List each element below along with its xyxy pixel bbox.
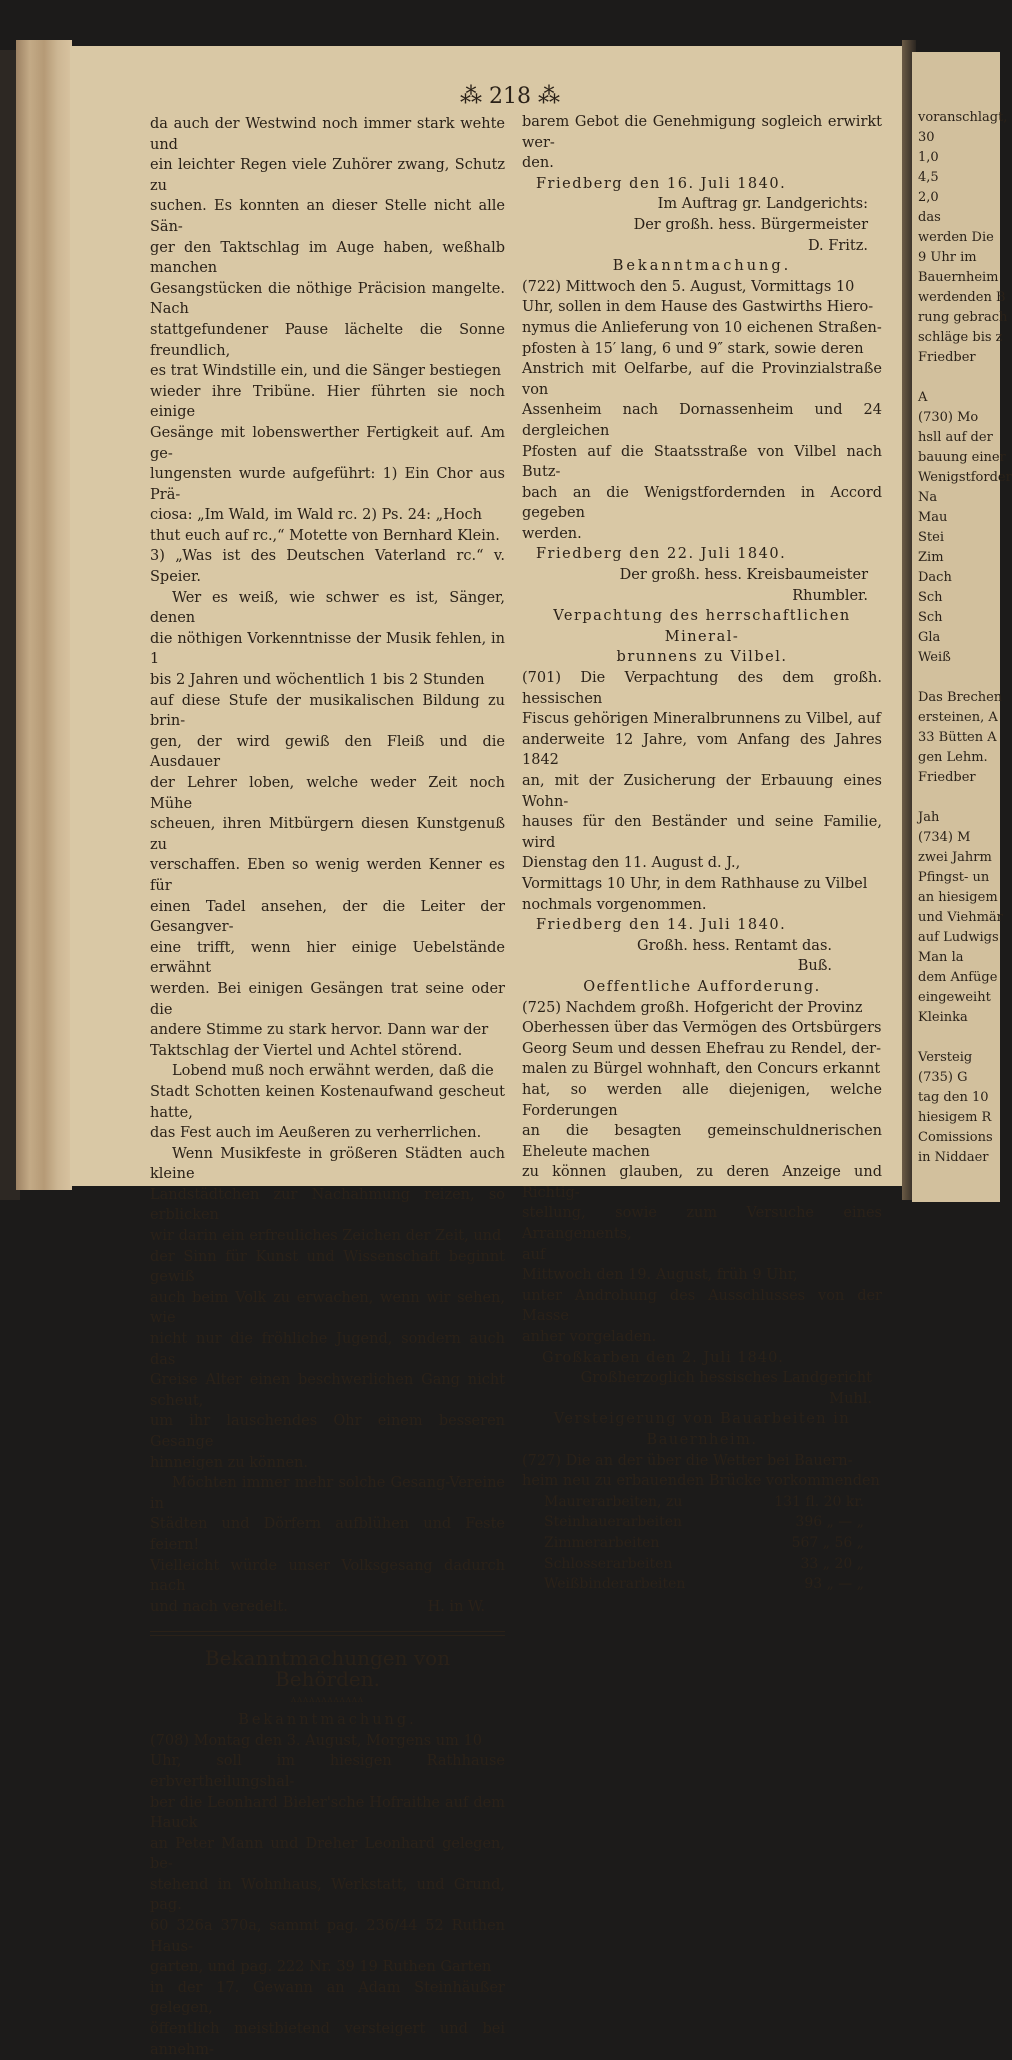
text-line: Stadt Schotten keinen Kostenaufwand gescheut hatte,	[150, 1083, 505, 1121]
fragment-line: Dach	[918, 570, 952, 585]
text-line: öffentlich meistbietend versteigert und bei annehm-	[150, 2021, 505, 2058]
fragment-line: und Viehmär	[918, 910, 1003, 925]
text-line: Assenheim nach Dornassenheim und 24 dergleichen	[522, 402, 882, 439]
fragment-line	[918, 668, 1008, 688]
cost-item: Weißbinderarbeiten	[544, 1576, 686, 1593]
ornament-left: ⁂	[460, 84, 482, 109]
fragment-line: 4,5	[918, 170, 939, 185]
text-line: anderweite 12 Jahre, vom Anfang des Jahres 1842	[522, 731, 882, 769]
text-line: ger den Taktschlag im Auge haben, weßhalb manchen	[150, 239, 505, 277]
text-line: der Lehrer loben, welche weder Zeit noch Mühe	[150, 775, 505, 812]
text-line: wieder ihre Tribüne. Hier führten sie noch einige	[150, 383, 505, 421]
cost-amount: 93 „ — „	[804, 1576, 864, 1593]
fragment-line: gen Lehm.	[918, 750, 988, 765]
fragment-line: an hiesigem	[918, 890, 998, 905]
fragment-line: Versteig	[918, 1050, 973, 1065]
text-line: Lobend muß noch erwähnt werden, daß die	[172, 1063, 494, 1080]
left-column	[150, 114, 505, 2060]
text-line: (725) Nachdem großh. Hofgericht der Provinz	[522, 999, 863, 1016]
text-line: Großh. hess. Rentamt das.	[637, 937, 832, 954]
fragment-line: Sch	[918, 610, 943, 625]
text-line: Taktschlag der Viertel und Achtel störend.	[150, 1042, 463, 1059]
fragment-line: Mau	[918, 510, 948, 525]
fragment-line	[918, 1028, 1008, 1048]
text-line: hat, so werden alle diejenigen, welche Forderungen	[522, 1081, 882, 1119]
fragment-line: schläge bis z	[918, 330, 1003, 345]
article-continuation	[150, 114, 505, 588]
text-line: Wenn Musikfeste in größeren Städten auch kleine	[150, 1145, 505, 1183]
fragment-line: rung gebrach	[918, 310, 1008, 325]
text-line: Verpachtung des herrschaftlichen Mineral-	[553, 608, 851, 645]
notice-727	[522, 1451, 882, 1492]
notice-708	[150, 1731, 505, 2060]
text-line: 3) „Was ist des Deutschen Vaterland rc.“ v. Speier.	[150, 548, 505, 586]
fragment-line: hiesigem R	[918, 1110, 992, 1125]
text-line: auf diese Stufe der musikalischen Bildung zu brin-	[150, 692, 505, 730]
text-line: Uhr, sollen in dem Hause des Gastwirths Hiero-	[522, 299, 874, 316]
fragment-line: 33 Bütten A	[918, 730, 997, 745]
text-line: Landstädtchen zur Nachahmung reizen, so erblicken	[150, 1186, 505, 1224]
cost-row	[544, 1574, 864, 1595]
text-line: Anstrich mit Oelfarbe, auf die Provinzialstraße von	[522, 361, 882, 398]
text-line: 60 326a 370a, sammt pag. 236/44 52 Ruthen Haus-	[150, 1918, 505, 1955]
fragment-line: voranschlagt,	[918, 110, 1008, 125]
text-line: unter Androhung des Ausschlusses von der Masse	[522, 1287, 882, 1325]
text-line: Der großh. hess. Bürgermeister	[633, 216, 868, 233]
text-line: Georg Seum und dessen Ehefrau zu Rendel, der-	[522, 1040, 882, 1057]
article-closing	[150, 1597, 505, 1618]
fragment-line: tag den 10	[918, 1090, 989, 1105]
fragment-line: Sch	[918, 590, 943, 605]
fragment-line: Friedber	[918, 770, 976, 785]
cost-item: Zimmerarbeiten	[544, 1534, 660, 1551]
text-line: Muhl.	[829, 1390, 872, 1407]
place-date-1: Friedberg den 16. Juli 1840.	[536, 175, 787, 192]
cost-row	[544, 1492, 864, 1513]
text-line: (727) Die an der über die Wetter bei Bauern-	[522, 1452, 853, 1469]
page-number-header	[450, 84, 570, 109]
text-line: hauses für den Beständer und seine Familie, wird	[522, 814, 882, 851]
text-line: Versteigerung von Bauarbeiten in	[553, 1411, 851, 1428]
place-date-3: Friedberg den 14. Juli 1840.	[536, 917, 787, 934]
ornament-right: ⁂	[538, 84, 560, 109]
place-date-4: Großkarben den 2. Juli 1840.	[542, 1349, 784, 1366]
notice-title-2: Bekanntmachung.	[612, 258, 792, 275]
fragment-line: werdenden B	[918, 290, 1006, 305]
article-paragraph-5	[150, 1473, 505, 1597]
text-line: (722) Mittwoch den 5. August, Vormittags 10	[522, 278, 855, 295]
cost-table	[544, 1492, 864, 1595]
text-line: garten, und pag. 222 Nr. 39 19 Ruthen Garten	[150, 1959, 492, 1976]
text-line: an die besagten gemeinschuldnerischen Eheleute machen	[522, 1123, 882, 1160]
fragment-line: 9 Uhr im	[918, 250, 977, 265]
fragment-line	[918, 368, 1008, 388]
text-line: nymus die Anlieferung von 10 eichenen Straßen-	[522, 319, 882, 336]
text-line: in der 17. Gewann an Adam Steinhäußer gelegen,	[150, 1979, 505, 2017]
text-line: die nöthigen Vorkenntnisse der Musik fehlen, in 1	[150, 630, 505, 668]
fragment-line: werden Die	[918, 230, 994, 245]
section-heading: Bekanntmachungen von Behörden.	[204, 1646, 451, 1691]
heading-727	[522, 1409, 882, 1450]
article-paragraph-2	[150, 588, 505, 1062]
text-line: andere Stimme zu stark hervor. Dann war der	[150, 1022, 489, 1039]
authority-2	[522, 565, 882, 606]
fragment-line: Kleinka	[918, 1010, 968, 1025]
text-line: um ihr lauschendes Ohr einem besseren Gesange	[150, 1413, 505, 1450]
text-line: werden.	[522, 525, 582, 542]
text-line: Möchten immer mehr solche Gesang-Vereine in	[150, 1475, 505, 1512]
text-line: Großherzoglich hessisches Landgericht	[580, 1370, 872, 1387]
cost-row	[544, 1554, 864, 1575]
closing-line: und nach veredelt.	[150, 1598, 288, 1615]
text-line: suchen. Es konnten an dieser Stelle nicht alle Sän-	[150, 198, 505, 235]
cost-amount: 396 „ — „	[795, 1514, 864, 1531]
section-divider	[150, 1631, 505, 1636]
cost-row	[544, 1512, 864, 1533]
cost-row	[544, 1533, 864, 1554]
text-line: auch beim Volk zu erwachen, wenn wir sehen, wie	[150, 1289, 505, 1327]
fragment-line: Weiß	[918, 650, 951, 665]
text-line: D. Fritz.	[807, 237, 868, 254]
text-line: heim neu zu erbauenden Brücke vorkommenden	[522, 1473, 880, 1490]
text-line: malen zu Bürgel wohnhaft, den Concurs erkannt	[522, 1061, 881, 1078]
fragment-line: (730) Mo	[918, 410, 979, 425]
text-line: thut euch auf rc.,“ Motette von Bernhard Klein.	[150, 527, 500, 544]
text-line: lungensten wurde aufgeführt: 1) Ein Chor aus Prä-	[150, 466, 505, 503]
page-number: 218	[489, 84, 531, 109]
fragment-line: auf Ludwigs	[918, 930, 999, 945]
text-line: Dienstag den 11. August d. J.,	[522, 855, 741, 872]
authority-1	[522, 194, 882, 256]
fragment-line: Bauernheim	[918, 270, 999, 285]
fragment-line: das	[918, 210, 941, 225]
text-line: Wer es weiß, wie schwer es ist, Sänger, denen	[150, 589, 505, 627]
text-line: Buß.	[797, 958, 832, 975]
fragment-line: Pfingst- un	[918, 870, 990, 885]
fragment-line: zwei Jahrm	[918, 850, 992, 865]
heading-701	[522, 606, 882, 668]
fragment-line: Na	[918, 490, 938, 505]
cost-item: Steinhauerarbeiten	[544, 1514, 683, 1531]
fragment-line: (734) M	[918, 830, 971, 845]
text-line: stellung, sowie zum Versuche eines Arrangements,	[522, 1205, 882, 1243]
fragment-line: Man la	[918, 950, 964, 965]
text-line: zu können glauben, zu deren Anzeige und Richtig-	[522, 1164, 882, 1201]
text-line: Pfosten auf die Staatsstraße von Vilbel nach Butz-	[522, 443, 882, 481]
cost-item: Schlosserarbeiten	[544, 1555, 673, 1572]
section-ornament: ʌʌʌʌʌʌʌʌʌʌʌʌ	[290, 1694, 364, 1705]
right-page-text	[918, 108, 1012, 1168]
fragment-line: hsll auf der	[918, 430, 993, 445]
text-line: Greise Alter einen beschwerlichen Gang nicht scheut,	[150, 1372, 505, 1409]
text-line: eine trifft, wenn hier einige Uebelstände erwähnt	[150, 939, 505, 977]
text-line: Uhr, soll im hiesigen Rathhause erbvertheilungshal-	[150, 1753, 505, 1790]
text-line: werden. Bei einigen Gesängen trat seine oder die	[150, 980, 505, 1018]
article-paragraph-4	[150, 1144, 505, 1474]
text-line: pfosten à 15′ lang, 6 und 9″ stark, sowie deren	[522, 340, 864, 357]
fragment-line: Friedber	[918, 350, 976, 365]
place-date-2: Friedberg den 22. Juli 1840.	[536, 546, 787, 563]
notice-722	[522, 277, 882, 545]
fragment-line: 2,0	[918, 190, 939, 205]
fragment-line: 30	[918, 130, 935, 145]
text-line: gen, der wird gewiß den Fleiß und die Ausdauer	[150, 733, 505, 771]
heading-725: Oeffentliche Aufforderung.	[583, 978, 821, 995]
text-line: Gesänge mit lobenswerther Fertigkeit auf. Am ge-	[150, 424, 505, 462]
signature: H. in W.	[427, 1598, 485, 1615]
text-line: Der großh. hess. Kreisbaumeister	[619, 567, 868, 584]
right-page-fragment	[912, 52, 1012, 1202]
fragment-line: Wenigstforder	[918, 470, 1012, 485]
text-line: anher vorgeladen.	[522, 1329, 657, 1346]
text-line: bis 2 Jahren und wöchentlich 1 bis 2 Stunden	[150, 672, 485, 689]
fragment-line: ersteinen, A	[918, 710, 998, 725]
text-line: Bauernheim.	[646, 1432, 758, 1448]
text-line: an Peter Mann und Dreher Leonhard gelegen, be-	[150, 1835, 505, 1873]
fragment-line: eingeweiht	[918, 990, 991, 1005]
notice-708-continuation	[522, 112, 882, 174]
fragment-line: Comissions	[918, 1130, 993, 1145]
text-line: bach an die Wenigstfordernden in Accord gegeben	[522, 484, 882, 522]
text-line: an, mit der Zusicherung der Erbauung eines Wohn-	[522, 773, 882, 810]
text-line: es trat Windstille ein, und die Sänger bestiegen	[150, 363, 502, 380]
fragment-line: Jah	[918, 810, 940, 825]
text-line: stattgefundener Pause lächelte die Sonne freundlich,	[150, 321, 505, 359]
authority-3	[522, 936, 882, 977]
text-line: nicht nur die fröhliche Jugend, sondern auch das	[150, 1331, 505, 1368]
text-line: das Fest auch im Aeußeren zu verherrlichen.	[150, 1125, 482, 1142]
text-line: Städten und Dörfern aufblühen und Feste feiern!	[150, 1516, 505, 1553]
fragment-line: Gla	[918, 630, 941, 645]
notice-title: Bekanntmachung.	[238, 1712, 417, 1729]
text-line: den.	[522, 155, 554, 172]
text-line: wir darin ein erfreuliches Zeichen der Zeit, und	[150, 1228, 502, 1245]
text-line: (708) Montag den 3. August, Morgens um 10	[150, 1732, 482, 1749]
fragment-line: bauung einer	[918, 450, 1006, 465]
text-line: Oberhessen über das Vermögen des Ortsbürgers	[522, 1020, 882, 1037]
page-edges	[16, 40, 72, 1190]
fragment-line	[918, 788, 1008, 808]
fragment-line: dem Anfüge	[918, 970, 998, 985]
fragment-line: Stei	[918, 530, 944, 545]
fragment-line: Das Brechen	[918, 690, 1003, 705]
text-line: Im Auftrag gr. Landgerichts:	[657, 196, 868, 213]
fragment-line: in Niddaer	[918, 1150, 989, 1165]
authority-4	[522, 1368, 882, 1409]
fragment-line: Zim	[918, 550, 944, 565]
text-line: scheuen, ihren Mitbürgern diesen Kunstgenuß zu	[150, 816, 505, 853]
text-line: Fiscus gehörigen Mineralbrunnens zu Vilbel, auf	[522, 711, 881, 728]
cost-amount: 131 fl. 20 kr.	[774, 1493, 864, 1510]
text-line: da auch der Westwind noch immer stark wehte und	[150, 116, 505, 153]
text-line: ein leichter Regen viele Zuhörer zwang, Schutz zu	[150, 157, 505, 194]
text-line: Vormittags 10 Uhr, in dem Rathhause zu Vilbel	[522, 875, 868, 892]
article-paragraph-3	[150, 1061, 505, 1143]
text-line: nochmals vorgenommen.	[522, 896, 707, 913]
text-line: Mittwoch den 19. August, früh 9 Uhr,	[522, 1267, 798, 1284]
text-line: Rhumbler.	[792, 587, 868, 604]
notice-701	[522, 668, 882, 915]
right-column	[522, 112, 882, 1595]
fragment-line: 1,0	[918, 150, 939, 165]
text-line: barem Gebot die Genehmigung sogleich erwirkt wer-	[522, 114, 882, 151]
text-line: stehend in Wohnhaus, Werkstatt, und Grund, pag.	[150, 1876, 505, 1914]
text-line: brunnens zu Vilbel.	[616, 649, 788, 666]
text-line: einen Tadel ansehen, der die Leiter der Gesangver-	[150, 898, 505, 936]
text-line: hinneigen zu können.	[150, 1454, 308, 1471]
fragment-line: (735) G	[918, 1070, 968, 1085]
text-line: ciosa: „Im Wald, im Wald rc. 2) Ps. 24: „Hoch	[150, 507, 482, 524]
text-line: ber die Leonhard Bieler'sche Hofraithe auf dem Hauck	[150, 1794, 505, 1832]
fragment-line: A	[918, 390, 928, 405]
text-line: Vielleicht würde unser Volksgesang dadurch nach	[150, 1557, 505, 1595]
text-line: Gesangstücken die nöthige Präcision mangelte. Nach	[150, 280, 505, 318]
notice-725	[522, 998, 882, 1348]
cost-amount: 33 „ 20 „	[800, 1555, 864, 1572]
cost-item: Maurerarbeiten, zu	[544, 1493, 683, 1510]
text-line: der Sinn für Kunst und Wissenschaft beginnt gewiß	[150, 1248, 505, 1286]
cost-amount: 567 „ 56 „	[791, 1534, 864, 1551]
text-line: verschaffen. Eben so wenig werden Kenner es für	[150, 857, 505, 894]
text-line: (701) Die Verpachtung des dem großh. hessischen	[522, 670, 882, 707]
text-line: auf	[522, 1246, 546, 1263]
